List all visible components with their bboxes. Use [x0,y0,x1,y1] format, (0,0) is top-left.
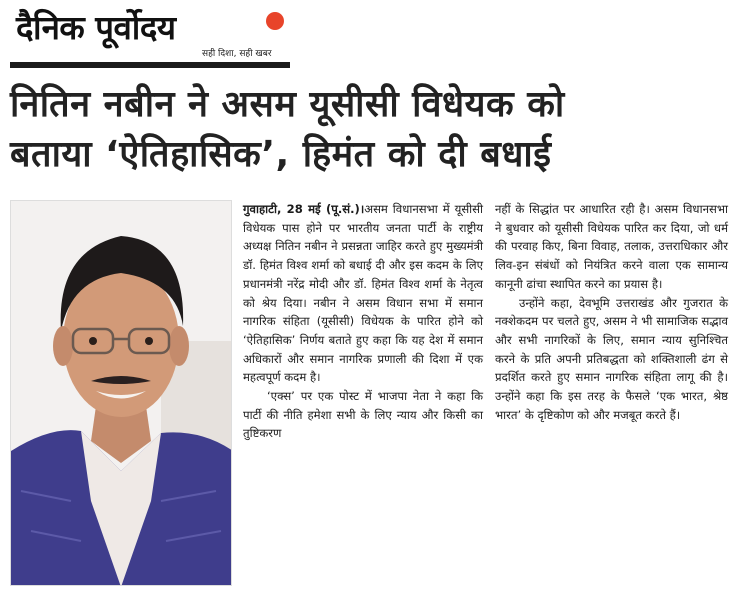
paragraph-1-text: असम विधानसभा में यूसीसी विधेयक पास होने पर भारतीय जनता पार्टी के राष्ट्रीय अध्यक्ष नितिन नबीन ने प्रसन्नता जाहिर करते हुए मुख्यमंत्री डॉ. हिमंत विश्व शर्मा को बधाई दी और इस कदम के लिए प्रधानमंत्री नरेंद्र मोदी और डॉ. हिमंत विश्व शर्मा के नेतृत्व को श्रेय दिया। नबीन ने असम विधान सभा में समान नागरिक संहिता (यूसीसी) विधेयक के पारित होने को ‘ऐतिहासिक’ निर्णय बताते हुए कहा कि यह देश में समान अधिकारों और समान नागरिक प्रणाली की दिशा में एक महत्वपूर्ण कदम है। [243,202,484,385]
portrait-photo-icon [11,201,232,586]
headline-line-1: नितिन नबीन ने असम यूसीसी विधेयक को [10,84,565,125]
dateline: गुवाहाटी, 28 मई (पू.सं.)। [243,202,365,216]
article-photo [10,200,232,586]
article-paragraph-3: नहीं के सिद्धांत पर आधारित रही है। असम विधानसभा ने बुधवार को यूसीसी विधेयक पारित कर दिया, जो धर्म की परवाह किए, बिना विवाह, तलाक, उत्तराधिकार और लिव-इन संबंधों को नियंत्रित करने वाला एक सामान्य कानूनी ढांचा स्थापित करने का प्रयास है। [495,202,728,291]
logo-dot-icon [266,12,284,30]
article-paragraph-4: उन्होंने कहा, देवभूमि उत्तराखंड और गुजरात के नक्शेकदम पर चलते हुए, असम ने भी सामाजिक सद्भाव और सभी नागरिकों के लिए, समान न्याय सुनिश्चित करने के प्रति अपनी प्रतिबद्धता को शक्तिशाली ढंग से प्रदर्शित करते हुए समान नागरिक संहिता लागू की है। उन्होंने कहा कि इस तरह के फैसले ‘एक भारत, श्रेष्ठ भारत’ के दृष्टिकोण को और मजबूत करते हैं। [495,295,728,422]
article-paragraph-1 [243,200,483,387]
masthead [10,2,300,72]
headline-line-2: बताया ‘ऐतिहासिक’, हिमंत को दी बधाई [10,134,552,175]
article-column-1 [243,200,483,443]
masthead-tagline: सही दिशा, सही खबर [202,49,272,59]
newspaper-logo: दैनिक पूर्वोदय [16,8,176,47]
headline [10,80,725,180]
article-column-2 [495,200,728,424]
article-paragraph-2: ‘एक्स’ पर एक पोस्ट में भाजपा नेता ने कहा कि पार्टी की नीति हमेशा सभी के लिए न्याय और किसी का तुष्टिकरण [243,389,483,441]
masthead-rule [10,62,290,68]
